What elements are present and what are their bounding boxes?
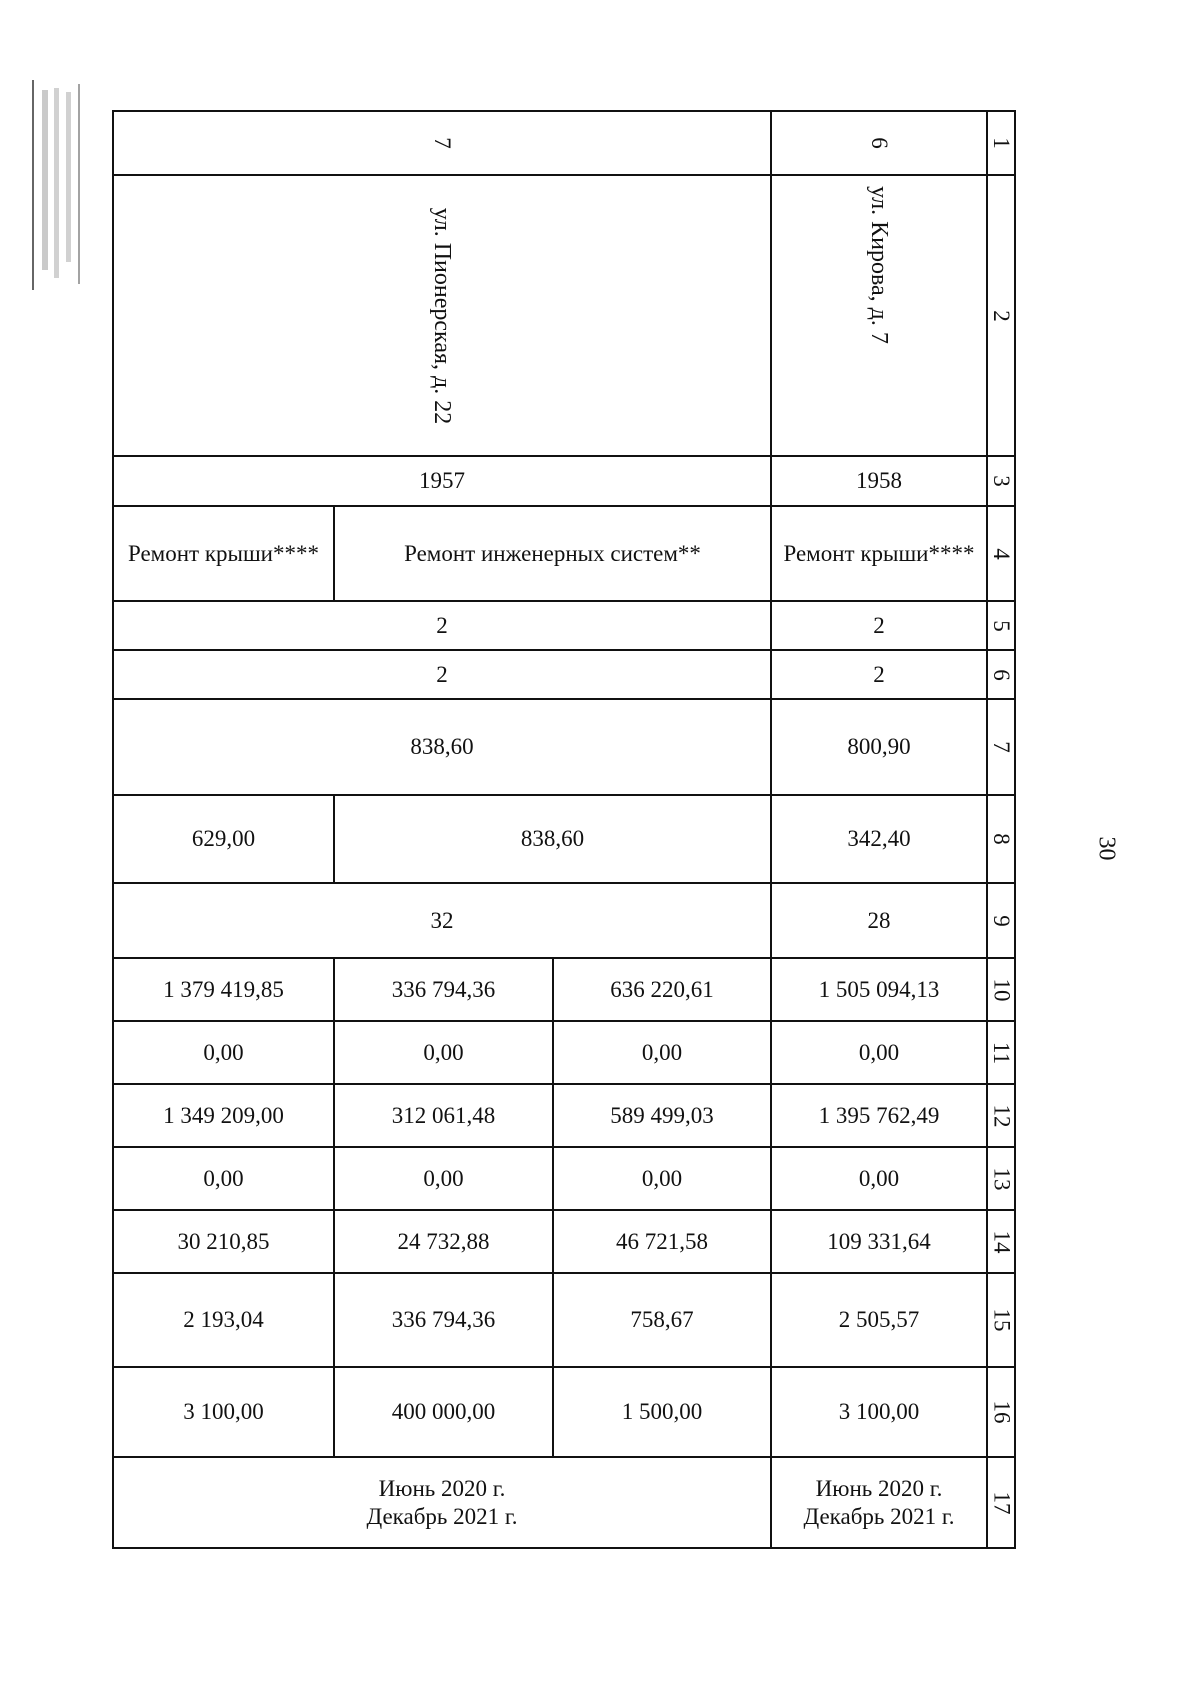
object-7-r16-c: 1 500,00	[621, 1399, 703, 1424]
object-7-period-end: Декабрь 2021 г.	[366, 1503, 518, 1529]
object-7-r14-b: 24 732,88	[397, 1228, 490, 1254]
row-number: 1	[989, 137, 1014, 149]
object-7-period-start: Июнь 2020 г.	[378, 1475, 506, 1501]
object-7-work-roof: Ремонт крыши****	[127, 540, 319, 566]
object-6-r12: 1 395 762,49	[818, 1102, 940, 1128]
object-7-r15-c: 758,67	[630, 1307, 694, 1332]
row-number: 11	[989, 1041, 1014, 1064]
object-7-cost-eng-a: 336 794,36	[391, 976, 496, 1002]
object-6-total-area: 800,90	[847, 734, 911, 759]
object-6-r11: 0,00	[858, 1039, 900, 1065]
object-7-r13-b: 0,00	[423, 1165, 464, 1191]
object-6-period-end: Декабрь 2021 г.	[803, 1503, 955, 1529]
object-7-area-roof: 629,00	[191, 826, 256, 851]
object-7-r14-c: 46 721,58	[616, 1228, 708, 1254]
object-7-r11-b: 0,00	[423, 1039, 464, 1065]
row-number: 15	[989, 1308, 1014, 1332]
object-7-address: ул. Пионерская, д. 22	[428, 207, 455, 424]
object-7-floors: 2	[436, 612, 448, 638]
object-6-year: 1958	[856, 468, 902, 493]
row-number: 8	[989, 833, 1014, 845]
row-number: 7	[989, 741, 1014, 753]
object-7-total-area: 838,60	[410, 734, 474, 759]
row-number: 9	[989, 914, 1014, 927]
row-number: 17	[989, 1491, 1014, 1514]
object-7-entrances: 2	[436, 661, 448, 687]
page-number: 30	[1093, 836, 1120, 860]
object-7-r16-b: 400 000,00	[391, 1399, 496, 1424]
object-6-area: 342,40	[847, 826, 911, 851]
object-7-cost-roof: 1 379 419,85	[163, 976, 284, 1002]
row-number: 10	[989, 978, 1014, 1001]
object-7-r11-c: 0,00	[641, 1039, 683, 1065]
object-7-r12-c: 589 499,03	[610, 1102, 714, 1128]
row-number: 5	[989, 619, 1014, 632]
object-7-year: 1957	[419, 468, 465, 493]
object-7-period	[114, 1458, 770, 1547]
object-6-entrances: 2	[873, 661, 885, 687]
object-7-r12-a: 1 349 209,00	[163, 1102, 284, 1128]
object-6-period-start: Июнь 2020 г.	[815, 1475, 943, 1501]
object-6-r15: 2 505,57	[838, 1307, 920, 1332]
row-number: 13	[989, 1167, 1014, 1190]
object-7-residents: 32	[430, 907, 454, 933]
object-6-index: 6	[867, 137, 892, 149]
object-7-index: 7	[430, 137, 455, 149]
object-6-floors: 2	[873, 612, 885, 638]
object-7-area-engineering: 838,60	[520, 826, 585, 851]
object-7-cost-eng-b: 636 220,61	[610, 976, 714, 1002]
object-7-r14-a: 30 210,85	[177, 1228, 270, 1254]
object-6-work-roof: Ремонт крыши****	[783, 540, 975, 566]
object-6-r13: 0,00	[858, 1165, 900, 1191]
object-6-period	[772, 1458, 986, 1547]
object-7-r11-a: 0,00	[203, 1039, 244, 1065]
row-number: 3	[989, 475, 1014, 487]
object-6-residents: 28	[867, 907, 891, 933]
object-6-address: ул. Кирова, д. 7	[866, 186, 892, 344]
object-7-r15-a: 2 193,04	[183, 1307, 264, 1332]
row-number: 2	[989, 309, 1014, 322]
row-number: 6	[989, 668, 1014, 681]
object-6-cost: 1 505 094,13	[818, 976, 940, 1002]
object-6-r16: 3 100,00	[838, 1399, 920, 1424]
object-7-r12-b: 312 061,48	[391, 1102, 496, 1128]
object-6-r14: 109 331,64	[827, 1228, 931, 1254]
row-number: 14	[989, 1230, 1014, 1253]
object-7-r13-c: 0,00	[641, 1165, 683, 1191]
row-number: 16	[989, 1400, 1014, 1424]
object-7-r16-a: 3 100,00	[183, 1399, 264, 1424]
object-7-work-engineering: Ремонт инженерных систем**	[404, 540, 701, 566]
object-7-r15-b: 336 794,36	[391, 1307, 496, 1332]
row-number: 4	[989, 547, 1014, 560]
object-7-r13-a: 0,00	[203, 1165, 244, 1191]
row-number: 12	[989, 1104, 1014, 1127]
